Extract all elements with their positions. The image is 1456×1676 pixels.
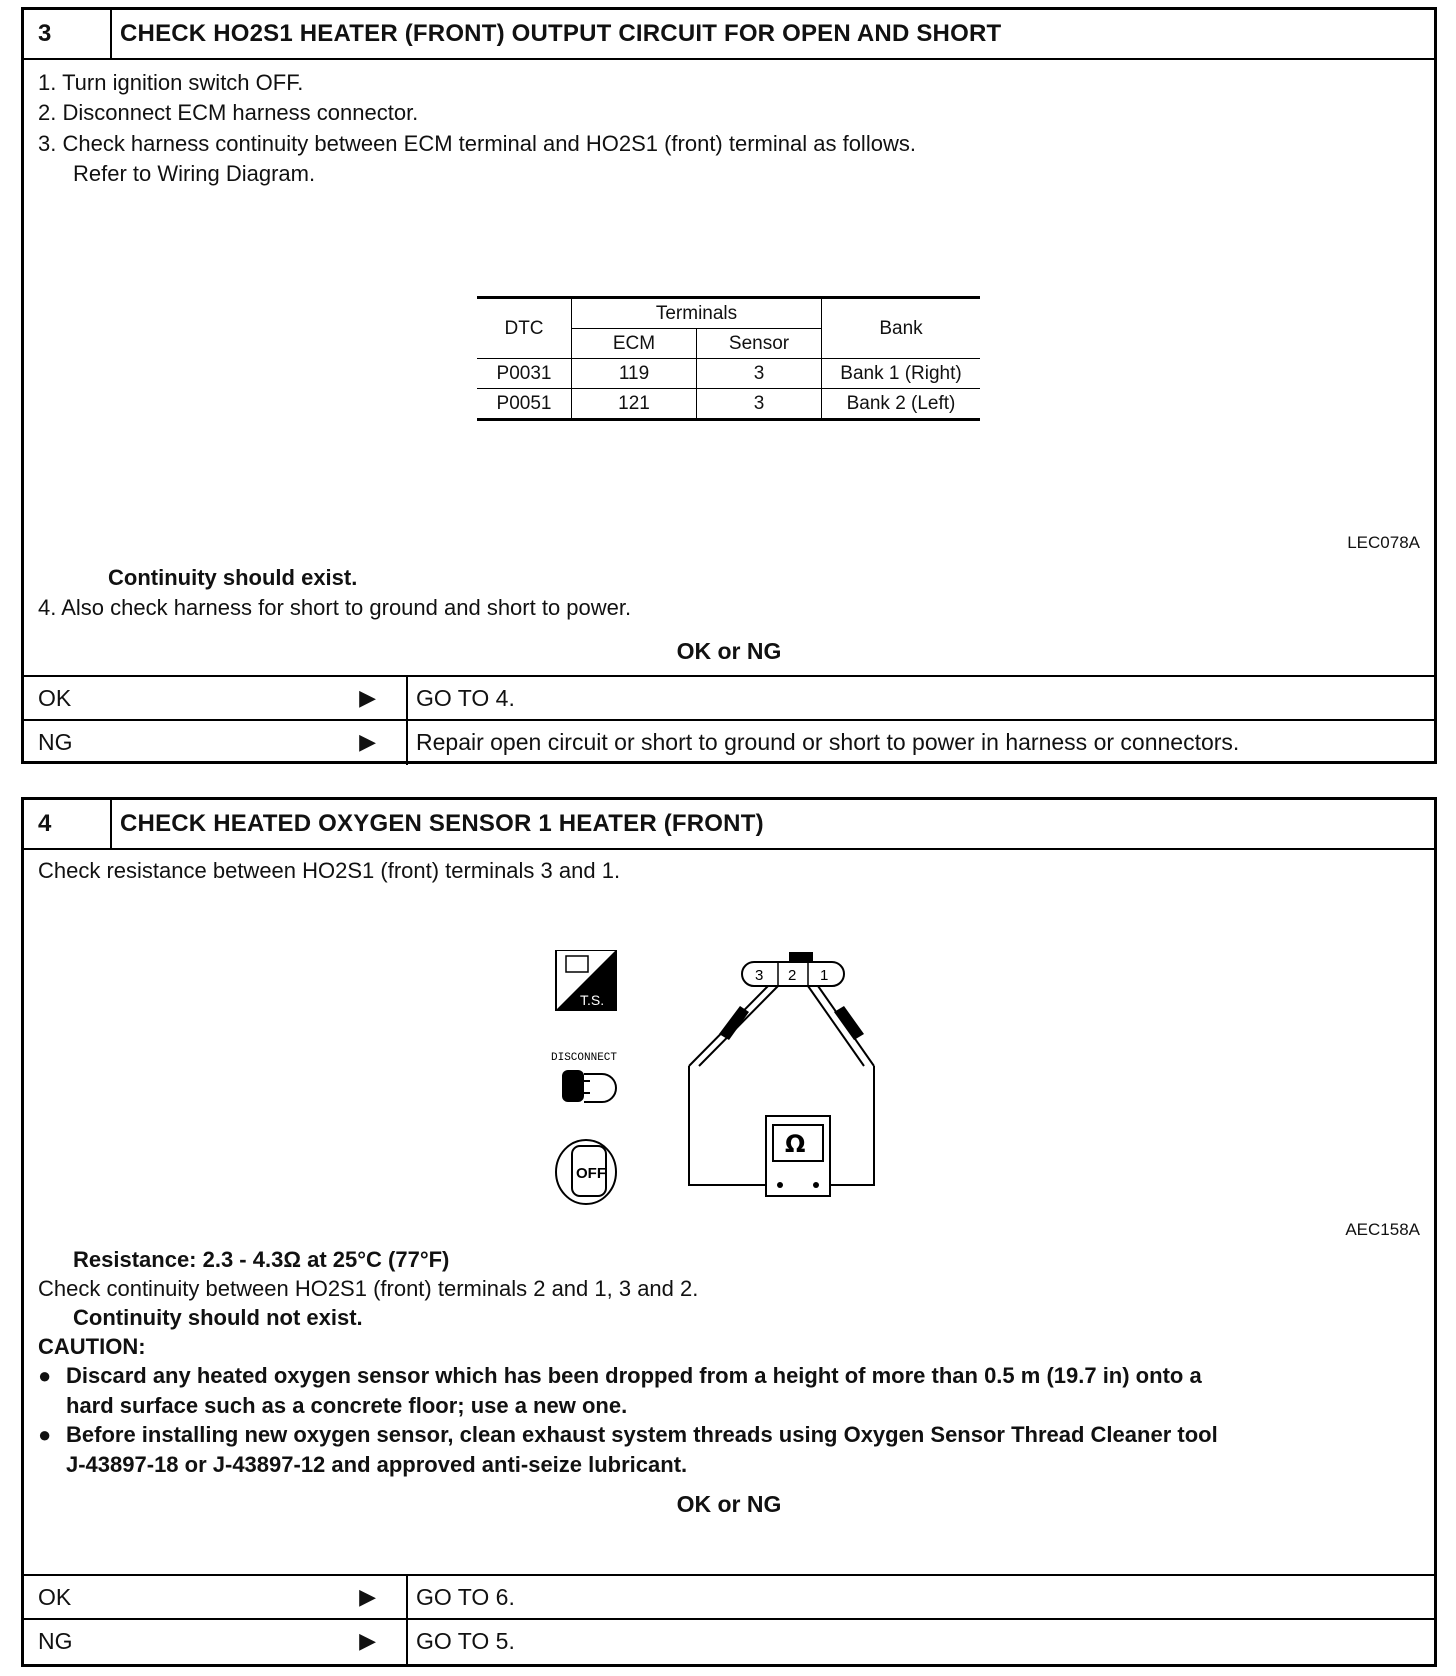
bullet-text: Before installing new oxygen sensor, clean exhaust system threads using Oxygen Sensor Thread Cleaner tool (66, 1422, 1218, 1447)
table-header-sensor: Sensor (697, 329, 822, 359)
instruction-line: 3. Check harness continuity between ECM terminal and HO2S1 (front) terminal as follows. (38, 131, 916, 156)
arrow-right-icon: ▶ (359, 685, 376, 710)
step-number: 4 (24, 800, 112, 848)
instruction-line: Refer to Wiring Diagram. (73, 161, 316, 186)
table-cell: P0031 (477, 359, 572, 389)
disconnect-icon (551, 1052, 617, 1102)
spec-text: Continuity should not exist. (73, 1305, 363, 1330)
result-row-ok (24, 1574, 1434, 1620)
disconnect-label: DISCONNECT (551, 1052, 618, 1064)
step-body (24, 850, 1434, 1580)
step-header (24, 800, 1434, 850)
result-label: OK (38, 685, 72, 711)
result-label: OK (38, 1584, 72, 1610)
arrow-right-icon: ▶ (359, 1628, 376, 1653)
caution-bullet (38, 1361, 1202, 1421)
table-row (477, 359, 980, 389)
instruction-line: 1. Turn ignition switch OFF. (38, 70, 304, 95)
ok-ng-heading: OK or NG (676, 638, 782, 664)
result-row-ng (24, 1618, 1434, 1664)
table-header-ecm: ECM (572, 329, 697, 359)
bullet-icon: ● (38, 1422, 52, 1447)
terminal-table (477, 296, 980, 421)
table-header-dtc: DTC (477, 298, 572, 359)
result-action: GO TO 5. (416, 1628, 515, 1654)
ts-icon (556, 950, 616, 1010)
ohm-symbol: Ω (785, 1130, 806, 1158)
spec-text: Resistance: 2.3 - 4.3Ω at 25°C (77°F) (73, 1247, 450, 1272)
terminal-label: 1 (820, 967, 829, 984)
spec-text: Continuity should exist. (108, 565, 358, 590)
step-body (24, 60, 1434, 678)
caution-label: CAUTION: (38, 1334, 146, 1359)
result-row-ng (24, 719, 1434, 765)
instruction-line: 4. Also check harness for short to ground and short to power. (38, 595, 632, 620)
result-action: GO TO 4. (416, 685, 515, 711)
bullet-text: J-43897-18 or J-43897-12 and approved anti-seize lubricant. (66, 1452, 688, 1477)
result-action: Repair open circuit or short to ground or short to power in harness or connectors. (416, 729, 1240, 755)
result-action: GO TO 6. (416, 1584, 515, 1610)
step-title: CHECK HEATED OXYGEN SENSOR 1 HEATER (FRONT) (120, 810, 764, 837)
arrow-right-icon: ▶ (359, 729, 376, 754)
step-title: CHECK HO2S1 HEATER (FRONT) OUTPUT CIRCUIT FOR OPEN AND SHORT (120, 20, 1002, 47)
step-number: 3 (24, 10, 112, 58)
table-cell: 119 (572, 359, 697, 389)
step-3-box (21, 7, 1437, 764)
figure-code: AEC158A (1345, 1220, 1420, 1239)
step-4-box (21, 797, 1437, 1667)
table-cell: P0051 (477, 389, 572, 420)
step-header (24, 10, 1434, 60)
ok-ng-heading: OK or NG (676, 1491, 782, 1517)
terminal-label: 2 (788, 967, 797, 984)
arrow-right-icon: ▶ (359, 1584, 376, 1609)
bullet-text: Discard any heated oxygen sensor which has been dropped from a height of more than 0.5 m (19.7 in) onto a (66, 1363, 1202, 1388)
table-cell: 121 (572, 389, 697, 420)
table-cell: 3 (697, 389, 822, 420)
table-row (477, 389, 980, 420)
sensor-connector (742, 952, 844, 986)
ts-label: T.S. (580, 992, 605, 1008)
table-header-terminals: Terminals (572, 298, 822, 329)
result-label: NG (38, 729, 73, 755)
off-label: OFF (576, 1165, 606, 1182)
instruction-line: 2. Disconnect ECM harness connector. (38, 100, 419, 125)
instruction-line: Check continuity between HO2S1 (front) terminals 2 and 1, 3 and 2. (38, 1276, 699, 1301)
result-label: NG (38, 1628, 73, 1654)
table-cell: 3 (697, 359, 822, 389)
instruction-line: Check resistance between HO2S1 (front) terminals 3 and 1. (38, 858, 621, 883)
table-cell: Bank 1 (Right) (822, 359, 981, 389)
resistance-check-diagram (544, 950, 944, 1230)
terminal-label: 3 (755, 967, 764, 984)
figure-code: LEC078A (1347, 533, 1420, 552)
bullet-text: hard surface such as a concrete floor; use a new one. (66, 1393, 628, 1418)
bullet-icon: ● (38, 1363, 52, 1388)
ignition-off-icon (556, 1140, 616, 1204)
ohmmeter-icon (766, 1116, 830, 1196)
result-row-ok (24, 675, 1434, 721)
table-header-bank: Bank (822, 298, 981, 359)
caution-bullet (38, 1420, 1218, 1480)
table-cell: Bank 2 (Left) (822, 389, 981, 420)
